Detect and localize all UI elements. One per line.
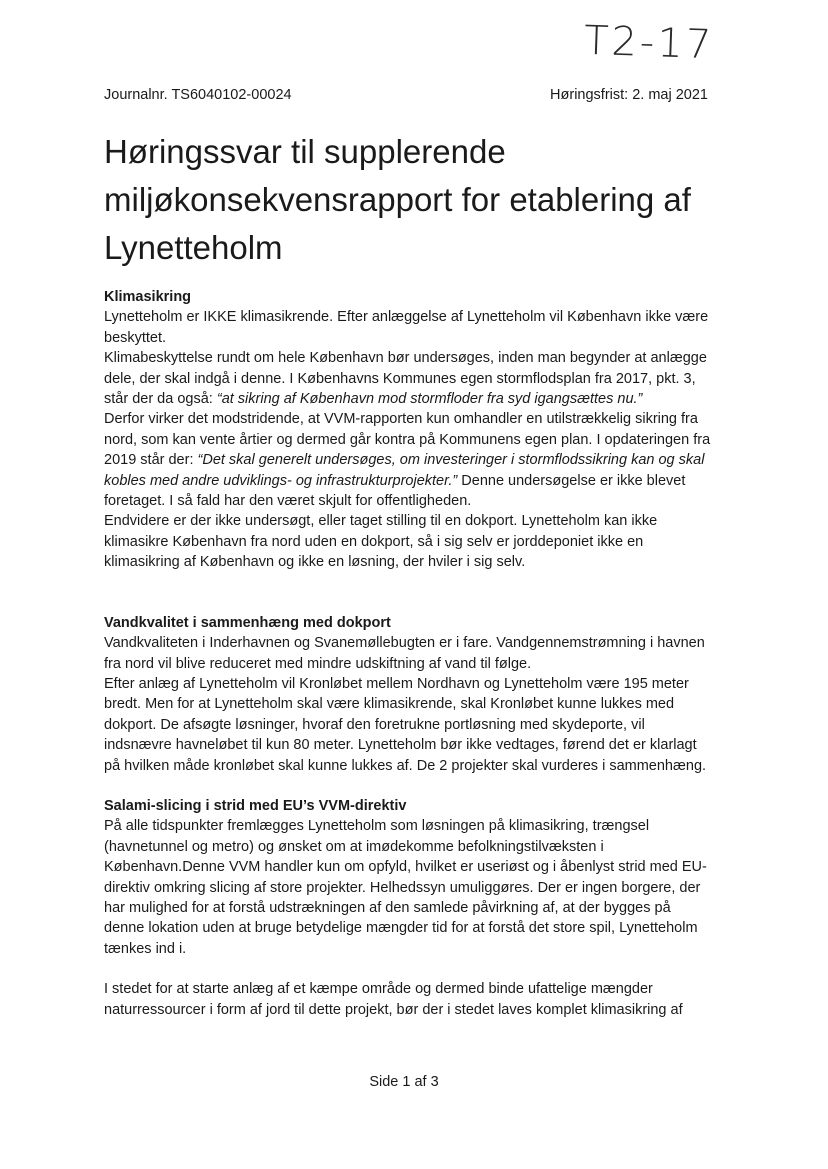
section-spacer [104, 776, 714, 796]
page-number: Side 1 af 3 [369, 1074, 439, 1090]
section-spacer [104, 573, 714, 613]
section-heading: Vandkvalitet i sammenhæng med dokport [104, 614, 391, 631]
journal-number: Journalnr. TS6040102-00024 [104, 87, 292, 103]
paragraph-spacer [104, 959, 714, 979]
quote: “Det skal generelt undersøges, om investeringer i stormflodssikring kan og skal kobles med andre udviklings- og infrastrukturprojekter.” [104, 452, 705, 489]
section-klimasikring [104, 287, 714, 573]
document-title: Høringssvar til supplerende miljøkonsekvensrapport for etablering af Lynetteholm [104, 133, 691, 266]
paragraph: Vandkvaliteten i Inderhavnen og Svanemøllebugten er i fare. Vandgennemstrømning i havnen fra nord vil blive reduceret med mindre udskiftning af vand til følge. [104, 635, 705, 672]
paragraph: Efter anlæg af Lynetteholm vil Kronløbet mellem Nordhavn og Lynetteholm være 195 meter bredt. Men for at Lynetteholm skal være klimasikrende, skal Kronløbet kunne lukkes med dokport. De afsøgte løsninger, hvoraf den foretrukne portløsning med skydeporte, vil indsnævre havneløbet til kun 80 meter. Lynetteholm bør ikke vedtages, førend det er klarlagt på hvilken måde kronløbet skal kunne lukkes af. De 2 projekter skal vurderes i sammenhæng. [104, 675, 707, 774]
paragraph: Lynetteholm er IKKE klimasikrende. Efter anlæggelse af Lynetteholm vil København ikke være beskyttet. [104, 309, 709, 346]
handwritten-reference-mark: T2-17 [583, 17, 715, 69]
section-heading: Klimasikring [104, 289, 192, 305]
paragraph: I stedet for at starte anlæg af et kæmpe område og dermed binde ufattelige mængder naturressourcer i form af jord til dette projekt, bør der i stedet laves komplet klimasikring af [104, 981, 683, 1018]
section-salami-slicing [104, 796, 714, 1020]
paragraph-text: Klimabeskyttelse rundt om hele København bør undersøges, inden man begynder at anlægge dele, der skal indgå i denne. I Københavns Kommunes egen stormflodsplan fra 2017, pkt. 3, står der da også: [104, 350, 707, 408]
paragraph: På alle tidspunkter fremlægges Lynetteholm som løsningen på klimasikring, trængsel (havnetunnel og metro) og ønsket om at imødekomme befolkningstilvæksten i København.Denne VVM handler kun om opfyld, hvilket er useriøst og i åbenlyst strid med EU-direktiv omkring slicing af store projekter. Helhedssyn umuliggøres. Der er ingen borgere, der har mulighed for at forstå udstrækningen af den samlede påvirkning af, at der bygges på denne lokation uden at bruge betydelige mængder tid for at forstå det store spil, Lynetteholm tænkes ind i. [104, 818, 707, 957]
paragraph: Endvidere er der ikke undersøgt, eller taget stilling til en dokport. Lynetteholm kan ikke klimasikre København fra nord uden en dokport, så i sig selv er jorddeponiet ikke en klimasikring af København og ikke en løsning, der hviler i sig selv. [104, 513, 658, 571]
section-vandkvalitet [104, 613, 714, 776]
quote: “at sikring af København mod stormfloder fra syd igangsættes nu.” [216, 391, 643, 408]
hearing-deadline: Høringsfrist: 2. maj 2021 [550, 87, 708, 103]
document-body [104, 287, 714, 1020]
paragraph [104, 348, 714, 409]
paragraph-text: Denne undersøgelse er ikke blevet foretaget. I så fald har den været skjult for offentligheden. [104, 472, 686, 510]
paragraph [104, 409, 714, 511]
section-heading: Salami-slicing i strid med EU’s VVM-direktiv [104, 797, 407, 814]
paragraph-text: Derfor virker det modstridende, at VVM-rapporten kun omhandler en utilstrækkelig sikring fra nord, som kan vente årtier og dermed går kontra på Kommunens egen plan. I opdateringen fra 2019 står der: [104, 411, 711, 469]
